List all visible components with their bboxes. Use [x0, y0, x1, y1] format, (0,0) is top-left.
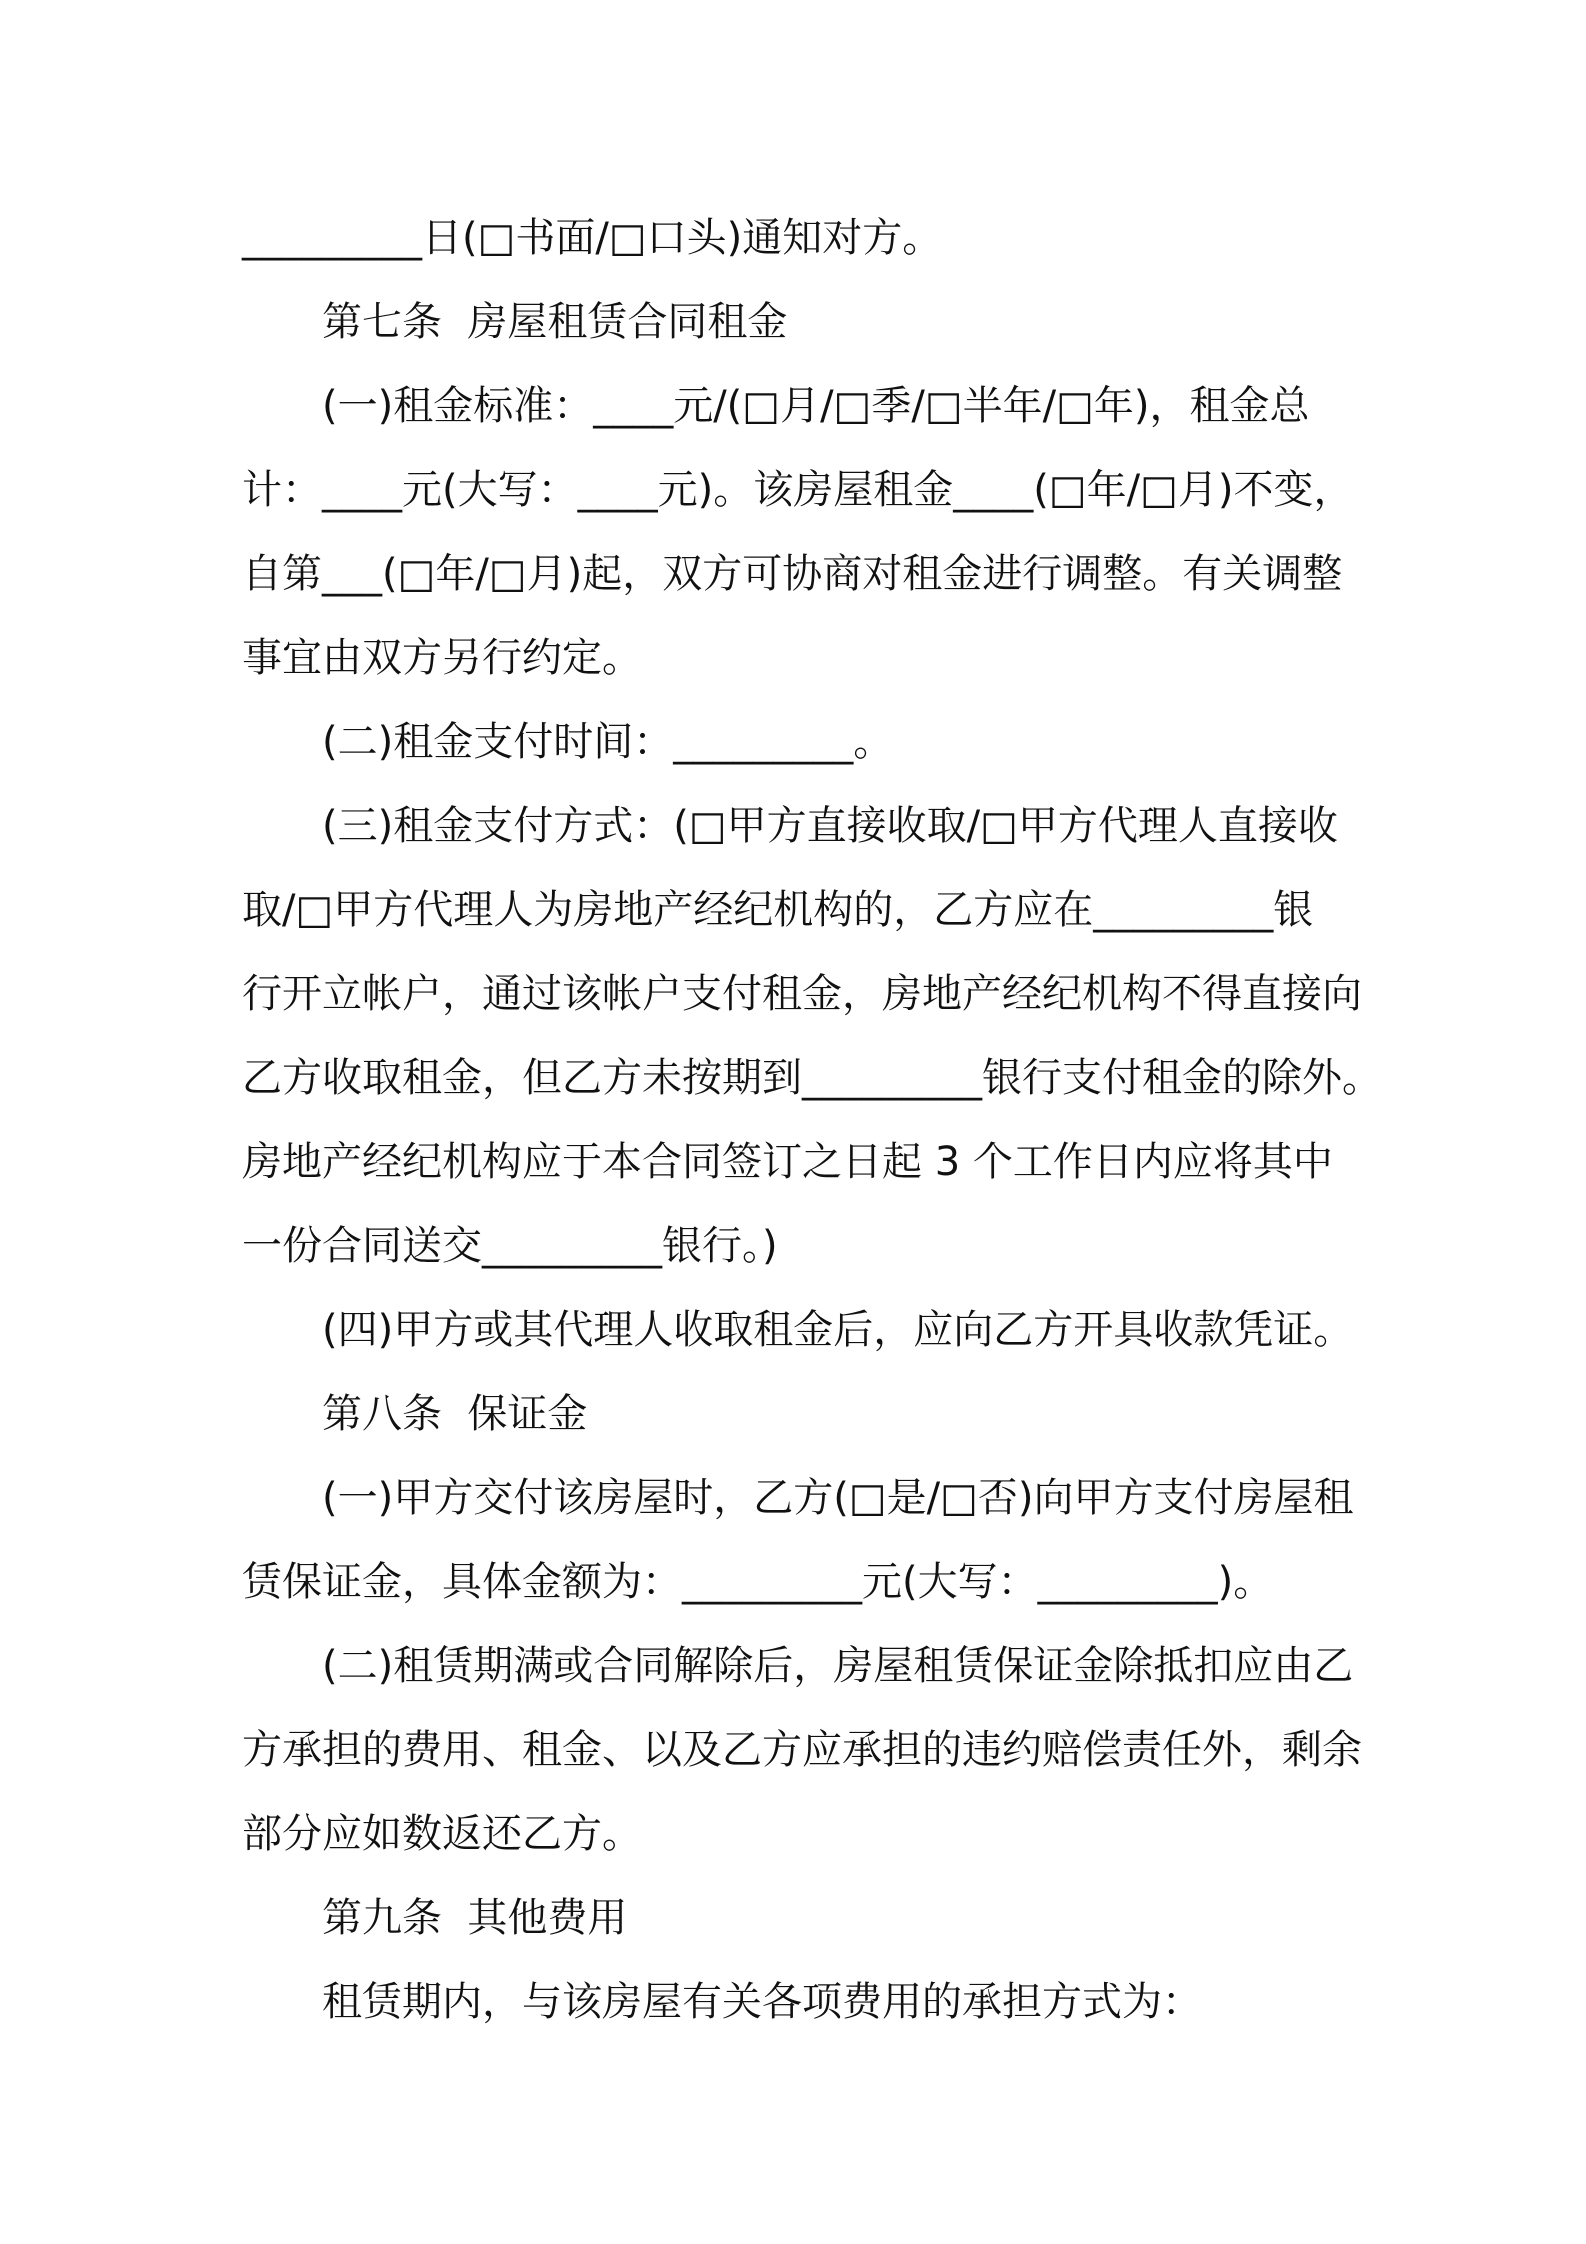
text-line: 一份合同送交_________银行。): [242, 1223, 778, 1269]
text-line: (三)租金支付方式：(□甲方直接收取/□甲方代理人直接收: [322, 803, 1338, 849]
text-line: 行开立帐户，通过该帐户支付租金，房地产经纪机构不得直接向: [242, 971, 1362, 1017]
text-line: (二)租金支付时间：_________。: [322, 719, 894, 765]
article-heading: 第九条 其他费用: [322, 1895, 628, 1941]
text-line: 自第___(□年/□月)起，双方可协商对租金进行调整。有关调整: [242, 551, 1343, 597]
text-line: 租赁期内，与该房屋有关各项费用的承担方式为：: [322, 1979, 1202, 2025]
article-heading: 第七条 房屋租赁合同租金: [322, 299, 788, 345]
text-line: 取/□甲方代理人为房地产经纪机构的，乙方应在_________银: [242, 887, 1314, 933]
text-line: 房地产经纪机构应于本合同签订之日起 3 个工作日内应将其中: [242, 1139, 1333, 1185]
text-line: 计：____元(大写：____元)。该房屋租金____(□年/□月)不变，: [242, 467, 1354, 513]
text-line: 乙方收取租金，但乙方未按期到_________银行支付租金的除外。: [242, 1055, 1382, 1101]
text-line: (一)甲方交付该房屋时，乙方(□是/□否)向甲方支付房屋租: [322, 1475, 1354, 1521]
document-body: [242, 196, 1382, 2044]
text-line: 赁保证金，具体金额为：_________元(大写：_________)。: [242, 1559, 1274, 1605]
article-heading: 第八条 保证金: [322, 1391, 588, 1437]
text-line: _________日(□书面/□口头)通知对方。: [242, 215, 943, 261]
text-line: (二)租赁期满或合同解除后，房屋租赁保证金除抵扣应由乙: [322, 1643, 1354, 1689]
text-line: 方承担的费用、租金、以及乙方应承担的违约赔偿责任外，剩余: [242, 1727, 1362, 1773]
text-line: 部分应如数返还乙方。: [242, 1811, 642, 1857]
text-line: (一)租金标准：____元/(□月/□季/□半年/□年)，租金总: [322, 383, 1310, 429]
text-line: 事宜由双方另行约定。: [242, 635, 642, 681]
text-line: (四)甲方或其代理人收取租金后，应向乙方开具收款凭证。: [322, 1307, 1354, 1353]
